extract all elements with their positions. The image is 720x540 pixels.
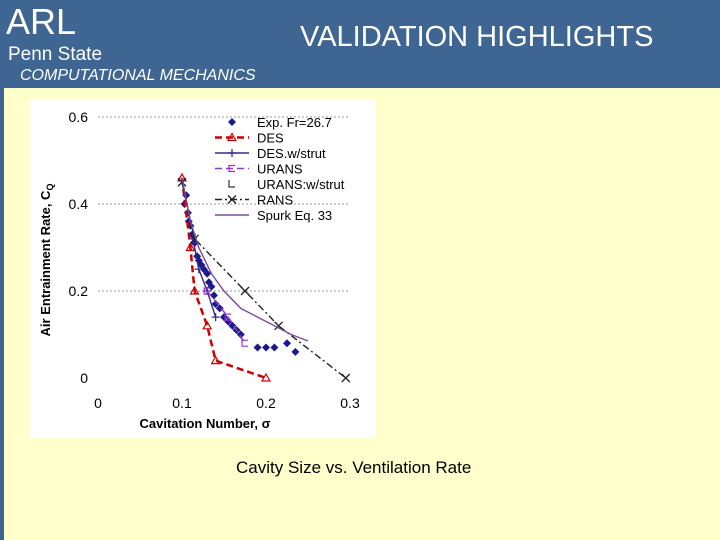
- x-tick-label: 0.3: [340, 395, 360, 411]
- data-point: [270, 344, 278, 352]
- x-tick-label: 0.1: [172, 395, 192, 411]
- data-point: [254, 344, 262, 352]
- legend-item: [229, 177, 345, 192]
- legend-label: DES: [257, 130, 284, 146]
- legend-item: [215, 162, 303, 177]
- legend-item: [215, 208, 332, 223]
- legend-label: URANS: [257, 161, 303, 177]
- arl-logo: ARL: [6, 1, 77, 42]
- y-axis-label-main: Air Entrainment Rate, C: [38, 190, 53, 337]
- data-point: [228, 149, 236, 157]
- x-tick-label: 0.2: [256, 395, 276, 411]
- data-point: [212, 313, 220, 321]
- y-tick-label: 0.2: [68, 283, 88, 299]
- penn-state-label: Penn State: [8, 44, 103, 65]
- data-point: [342, 374, 350, 382]
- data-point: [283, 339, 291, 347]
- legend-item: [215, 193, 293, 208]
- division-label: COMPUTATIONAL MECHANICS: [20, 67, 256, 84]
- legend-label: Exp. Fr=26.7: [257, 115, 332, 130]
- legend-label: Spurk Eq. 33: [257, 208, 333, 223]
- y-tick-label: 0.6: [68, 109, 88, 125]
- chart-legend: [215, 115, 345, 223]
- data-point: [203, 322, 211, 329]
- legend-label: URANS:w/strut: [257, 177, 345, 192]
- legend-item: [215, 131, 284, 146]
- header-bar: [0, 0, 720, 88]
- y-axis-label: [38, 184, 55, 337]
- y-axis-label-subscript: Q: [45, 183, 55, 191]
- left-border: [0, 88, 4, 540]
- air-entrainment-chart: [30, 100, 376, 438]
- x-tick-label: 0: [94, 395, 102, 411]
- series-line: [193, 239, 216, 317]
- slide-caption: Cavity Size vs. Ventilation Rate: [236, 458, 472, 477]
- chart-panel: [30, 100, 376, 438]
- legend-label: RANS: [257, 192, 294, 208]
- legend-label: DES.w/strut: [257, 146, 326, 161]
- data-point: [212, 357, 220, 364]
- data-point: [229, 180, 235, 187]
- slide-title: VALIDATION HIGHLIGHTS: [300, 21, 654, 53]
- y-tick-label: 0.4: [68, 196, 88, 212]
- chart-grid: [98, 117, 350, 291]
- data-point: [262, 344, 270, 352]
- series-line: [182, 178, 266, 378]
- data-point: [291, 348, 299, 356]
- y-tick-label: 0: [80, 370, 88, 386]
- x-axis-label: Cavitation Number, σ: [139, 416, 271, 431]
- data-point: [228, 118, 236, 126]
- legend-item: [215, 146, 326, 161]
